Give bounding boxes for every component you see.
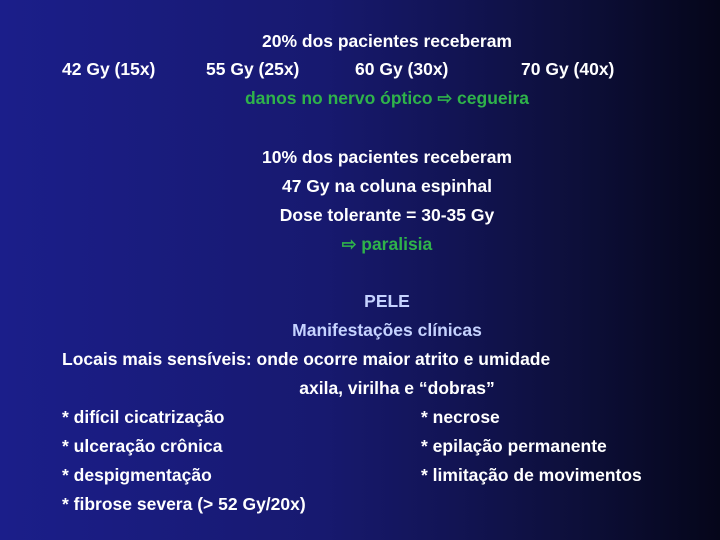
skin-effect-left-3: * despigmentação <box>62 465 212 485</box>
skin-effect-left-2: * ulceração crônica <box>62 436 223 456</box>
dose-55-label: 55 Gy (25x) <box>206 59 300 79</box>
skin-title: PELE <box>364 291 410 311</box>
skin-sites-text: Locais mais sensíveis: onde ocorre maior atrito e umidade <box>62 349 551 369</box>
optic-outcome-line <box>245 87 529 109</box>
skin-effect-right-1: * necrose <box>421 407 500 427</box>
right-arrow-icon: ⇨ <box>437 88 453 108</box>
spine-result-text: paralisia <box>361 234 433 254</box>
dose-60-label: 60 Gy (30x) <box>355 59 449 79</box>
dose-42-label: 42 Gy (15x) <box>62 59 156 79</box>
skin-effect-left-4: * fibrose severa (> 52 Gy/20x) <box>62 494 306 514</box>
optic-damage-text: danos no nervo óptico <box>244 88 433 108</box>
spine-tolerance-text: Dose tolerante = 30-35 Gy <box>279 205 495 225</box>
spine-intro-text: 10% dos pacientes receberam <box>262 147 512 167</box>
optic-result-text: cegueira <box>457 88 530 108</box>
skin-effect-left-1: * difícil cicatrização <box>62 407 225 427</box>
skin-effect-right-2: * epilação permanente <box>421 436 607 456</box>
right-arrow-icon: ⇨ <box>341 234 357 254</box>
dose-70-label: 70 Gy (40x) <box>521 59 615 79</box>
skin-subtitle: Manifestações clínicas <box>292 320 482 340</box>
optic-intro-text: 20% dos pacientes receberam <box>262 31 512 51</box>
spine-outcome-line <box>342 233 433 255</box>
spine-dose-text: 47 Gy na coluna espinhal <box>281 176 493 196</box>
skin-sites-examples: axila, virilha e “dobras” <box>299 378 495 398</box>
skin-effect-right-3: * limitação de movimentos <box>421 465 642 485</box>
